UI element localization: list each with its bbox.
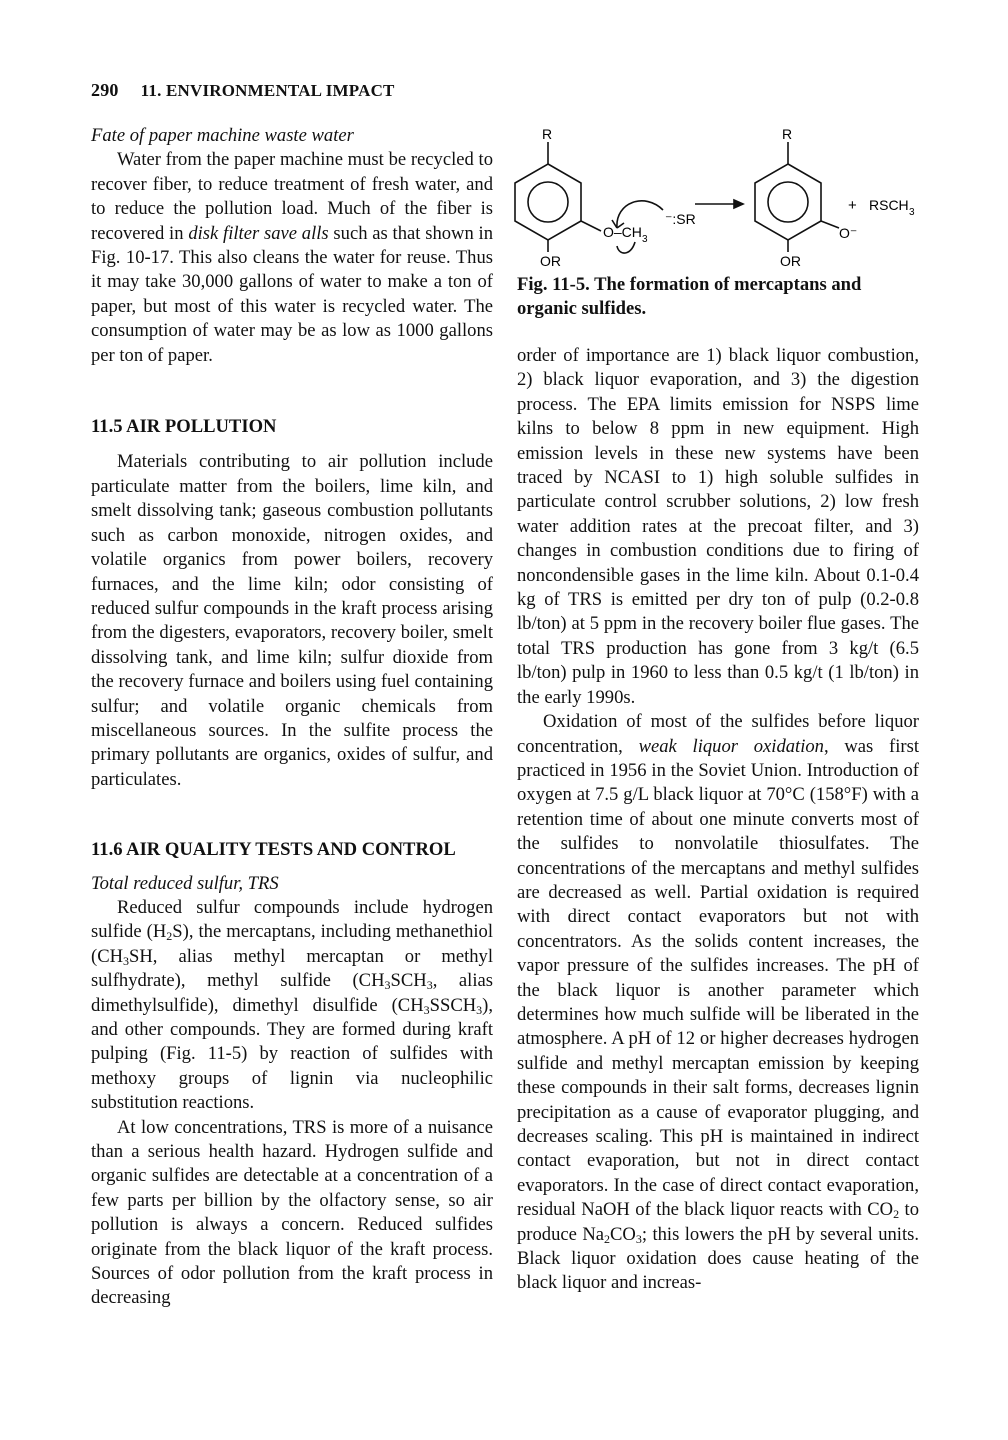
fate-emphasis: disk filter save alls [188,222,329,244]
subscript: 3 [384,978,391,993]
left-column [91,124,493,1311]
page-number: 290 [91,80,119,100]
r-label-left: R [542,126,553,142]
fate-paragraph [91,148,493,368]
plus-sign: + [848,197,857,214]
section-heading-air-pollution: 11.5 AIR POLLUTION [91,416,277,438]
subscript: 2 [166,929,173,944]
r-label-right: R [782,126,793,142]
air-pollution-paragraph: Materials contributing to air pollution include particulate matter from the boilers, lime kiln, and smelt dissolving tank; gaseous combustion pollutants such as carbon monoxide, nitrogen oxides, and volatile organics from power boilers, recovery furnaces, and the lime kiln; odor consisting of reduced sulfur compounds in the kraft process arising from the digesters, evaporators, recovery boiler, smelt dissolving tank, and lime kiln; sulfur dioxide from the recovery furnace and boilers using fuel containing sulfur; and volatile organic chemicals from miscellaneous sources. In the sulfite process the primary pollutants are organics, oxides of sulfur, and particulates. [91,451,493,790]
trs-text-a: Reduced sulfur compounds include hydrogen sulfide (H [91,896,493,943]
oxidation-emphasis: weak liquor oxidation [638,735,824,757]
oxidation-text-d: CO [610,1223,636,1245]
trs-text-b: S), the mercaptans, including methanethiol (CH [91,921,494,967]
subscript: 2 [893,1207,900,1222]
rsch3-subscript: 3 [909,207,915,218]
benzene-ring-right [755,164,821,240]
fate-text-2: such as that shown in Fig. 10-17. This also cleans the water for reuse. Thus it may take 30,000 gallons of water to make a ton of paper, but most of this water is recycled water. The consumption of water may be as low as 1000 gallons per ton of paper. [91,222,494,366]
subscript: 2 [604,1231,611,1246]
right-column [517,344,919,1296]
figure-caption: Fig. 11-5. The formation of mercaptans and organic sulfides. [517,274,862,319]
or-label-left: OR [540,253,561,269]
trs-paragraph-1 [91,896,493,1116]
sr-label: ⁻:SR [665,211,696,227]
right-paragraph-2 [517,710,919,1296]
oxidation-text-b: , was first practiced in 1956 in the Soviet Union. Introduction of oxygen at 7.5 g/L black liquor at 70°C (158°F) with a retention time of about one minute converts most of the sulfides to nonvolatile thiosulfates. The concentrations of the mercaptans and methyl sulfides are decreased as well. Partial oxidation is required with direct contact evaporators but not with concentrators. As the solids content increases, the vapor pressure of the sulfides increases. The pH of the black liquor is another parameter which determines how much sulfide will be liberated in the atmosphere. A pH of 12 or higher decreases hydrogen sulfide and methyl mercaptan emission by keeping these compounds in their salt forms, decreases lignin precipitation as a cause of evaporator plugging, and decreases scaling. This pH is maintained in indirect contact evaporation, but not in direct contact evaporators. In the case of direct contact evaporation, residual NaOH of the black liquor reacts with CO [517,735,919,1221]
trs-text-c: SH, alias methyl mercaptan or methyl sulfhydrate), methyl sulfide (CH [91,945,493,992]
running-header [91,80,395,101]
methoxy-label: O–CH [603,224,642,240]
methoxy-subscript: 3 [642,234,648,245]
oxidation-text-c: to produce Na [517,1199,919,1245]
o-minus-label: O⁻ [839,225,858,241]
trs-paragraph-2: At low concentrations, TRS is more of a nuisance than a serious health hazard. Hydrogen sulfide and organic sulfides are detectable at a concentration of a few parts per billion by the olfactory sense, so air pollution is always a concern. Reduced sulfides originate from the black liquor of the kraft process. Sources of odor pollution from the kraft process in decreasing [91,1116,493,1309]
chapter-title: 11. ENVIRONMENTAL IMPACT [140,81,395,100]
fate-heading: Fate of paper machine waste water [91,125,354,146]
trs-text-e: , alias dimethylsulfide), dimethyl disulfide (CH [91,970,493,1016]
or-label-right: OR [780,253,801,269]
trs-text-g: ), and other compounds. They are formed during kraft pulping (Fig. 11-5) by reaction of sulfides with methoxy groups of lignin via nucleophilic substitution reactions. [91,994,493,1114]
fate-text-1: Water from the paper machine must be recycled to recover fiber, to reduce treatment of fresh water, and to reduce the pollution load. Much of the fiber is recovered in [91,149,493,244]
oxidation-text-a: Oxidation of most of the sulfides before liquor concentration, [517,711,919,757]
subscript: 3 [476,1002,483,1017]
oxidation-text-e: ; this lowers the pH by several units. Black liquor oxidation does cause heating of the black liquor and increas- [517,1223,920,1294]
reaction-figure [505,124,935,274]
trs-text-f: SSCH [429,994,477,1016]
rsch3-label: RSCH [869,197,909,213]
right-paragraph-1: order of importance are 1) black liquor combustion, 2) black liquor evaporation, and 3) the digestion process. The EPA limits emission for NSPS lime kilns to below 8 ppm in new equipment. High emission levels in these new systems have been traced by NCASI to 1) high soluble sulfides in particulate control scrubber solutions, 2) low fresh water addition rates at the precoat filter, and 3) changes in combustion conditions due to firing of noncondensible gases in the lime kiln. About 0.1-0.4 kg of TRS is emitted per dry ton of pulp (0.2-0.8 lb/ton) at 5 ppm in the recovery boiler flue gases. The total TRS production has gone from 3 kg/t (6.5 lb/ton) pulp in 1960 to less than 0.5 kg/t (1 lb/ton) in the early 1990s. [517,345,919,708]
trs-heading: Total reduced sulfur, TRS [91,872,279,894]
subscript: 3 [423,1002,430,1017]
subscript: 3 [123,953,130,968]
section-heading-air-quality: 11.6 AIR QUALITY TESTS AND CONTROL [91,839,456,861]
subscript: 3 [426,978,433,993]
subscript: 3 [635,1231,642,1246]
benzene-ring-left [515,164,581,240]
trs-text-d: SCH [390,970,427,992]
